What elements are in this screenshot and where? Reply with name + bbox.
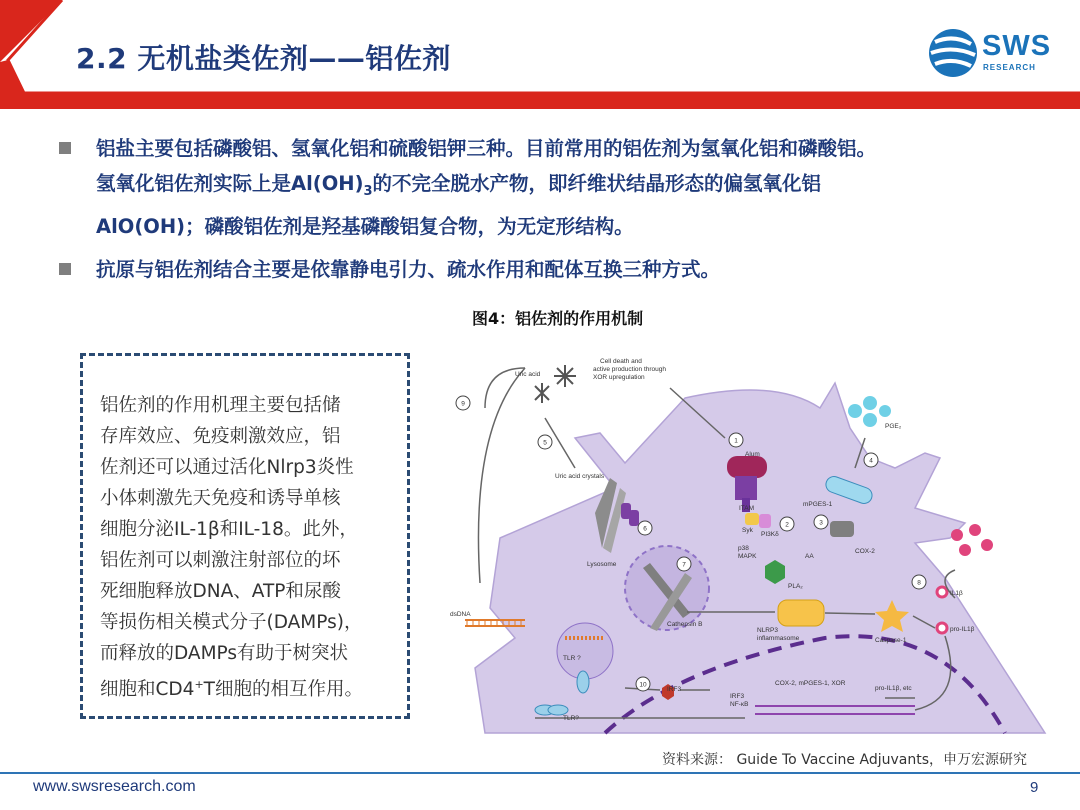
svg-text:dsDNA: dsDNA [450, 611, 471, 618]
svg-text:8: 8 [917, 579, 921, 587]
svg-text:Cell death and: Cell death and [600, 358, 642, 365]
textbox-line: 死细胞释放DNA、ATP和尿酸 [100, 581, 341, 602]
textbox-line: 存库效应、免疫刺激效应，铝 [100, 426, 341, 447]
textbox-line: 细胞和CD4+T细胞的相互作用。 [100, 678, 363, 701]
cox2-enzyme [830, 521, 854, 537]
bullet-square-icon [59, 263, 71, 275]
figure-title: 图4：铝佐剂的作用机制 [472, 309, 644, 328]
svg-text:IRF3: IRF3 [730, 693, 745, 700]
svg-text:NF-κB: NF-κB [730, 701, 749, 708]
endosome [557, 623, 613, 679]
svg-text:TLR?: TLR? [563, 715, 579, 722]
svg-text:ITAM: ITAM [739, 505, 755, 512]
svg-text:mPGES-1: mPGES-1 [803, 501, 833, 508]
textbox-line: 小体刺激先天免疫和诱导单核 [100, 488, 341, 509]
svg-text:1: 1 [734, 437, 738, 445]
svg-text:10: 10 [639, 681, 647, 689]
footer-url-link[interactable]: www.swsresearch.com [33, 778, 196, 795]
svg-text:inflammasome: inflammasome [757, 635, 800, 642]
page-number: 9 [1030, 779, 1039, 796]
alum-receptor [727, 456, 767, 478]
svg-text:PGE₂: PGE₂ [885, 423, 902, 430]
svg-text:IRF3: IRF3 [667, 686, 682, 693]
svg-text:XOR upregulation: XOR upregulation [593, 374, 645, 381]
logo-subtext: RESEARCH [983, 63, 1036, 72]
svg-text:4: 4 [869, 457, 873, 465]
footer-divider [0, 772, 1080, 774]
textbox-content [100, 390, 405, 705]
svg-text:p38: p38 [738, 545, 749, 552]
svg-text:2: 2 [785, 521, 789, 529]
logo-text: SWS [982, 30, 1052, 62]
bullet-1-line-3: AlO(OH)；磷酸铝佐剂是羟基磷酸铝复合物，为无定形结构。 [96, 214, 634, 238]
svg-text:Uric acid crystals: Uric acid crystals [555, 473, 605, 480]
svg-text:pro-IL1β: pro-IL1β [950, 626, 975, 633]
svg-text:Lysosome: Lysosome [587, 561, 617, 568]
svg-text:Syk: Syk [742, 527, 753, 534]
nlrp3-inflammasome [778, 600, 824, 626]
svg-text:Uric acid: Uric acid [515, 371, 541, 378]
svg-text:active production through: active production through [593, 366, 666, 373]
svg-text:MAPK: MAPK [738, 553, 757, 560]
svg-text:5: 5 [543, 439, 547, 447]
bullet-1-line-1: 铝盐主要包括磷酸铝、氢氧化铝和硫酸铝钾三种。目前常用的铝佐剂为氢氧化铝和磷酸铝。 [96, 137, 877, 160]
dendritic-cell-body [475, 383, 1045, 733]
svg-text:AA: AA [805, 553, 814, 560]
svg-text:pro-IL1β, etc: pro-IL1β, etc [875, 685, 912, 692]
svg-text:TLR ?: TLR ? [563, 655, 581, 662]
textbox-line: 铝佐剂可以刺激注射部位的坏 [100, 550, 341, 571]
svg-text:COX-2: COX-2 [855, 548, 875, 555]
bullet-2: 抗原与铝佐剂结合主要是依靠静电引力、疏水作用和配体互换三种方式。 [96, 258, 721, 281]
svg-text:PLA₂: PLA₂ [788, 583, 803, 590]
svg-text:NLRP3: NLRP3 [757, 627, 778, 634]
textbox-line: 而释放的DAMPs有助于树突状 [100, 643, 349, 664]
textbox-line: 佐剂还可以通过活化Nlrp3炎性 [100, 457, 354, 478]
bullet-1 [96, 131, 1066, 244]
svg-text:9: 9 [461, 400, 465, 408]
svg-text:COX-2, mPGES-1, XOR: COX-2, mPGES-1, XOR [775, 680, 846, 687]
textbox-line: 铝佐剂的作用机理主要包括储 [100, 395, 341, 416]
figure-source: 资料来源： Guide To Vaccine Adjuvants，申万宏源研究 [662, 752, 1027, 768]
svg-text:3: 3 [819, 519, 823, 527]
bullet-square-icon [59, 142, 71, 154]
svg-text:7: 7 [682, 561, 686, 569]
mechanism-diagram [445, 338, 1065, 738]
svg-text:Cathepsin B: Cathepsin B [667, 621, 703, 628]
page-title: 2.2 无机盐类佐剂——铝佐剂 [76, 42, 451, 75]
bullet-1-line-2: 氢氧化铝佐剂实际上是$Al(OH)_3$的不完全脱水产物，即纤维状结晶形态的偏氢氧化铝 [96, 172, 822, 199]
svg-text:IL1β: IL1β [950, 590, 963, 597]
svg-text:PI3Kδ: PI3Kδ [761, 531, 779, 538]
textbox-line: 等损伤相关模式分子(DAMPs)， [100, 612, 363, 633]
textbox-line: 细胞分泌IL-1β和IL-18。此外， [100, 519, 358, 540]
svg-text:6: 6 [643, 525, 647, 533]
svg-text:Alum: Alum [745, 451, 760, 458]
svg-text:Caspase-1: Caspase-1 [875, 637, 907, 644]
